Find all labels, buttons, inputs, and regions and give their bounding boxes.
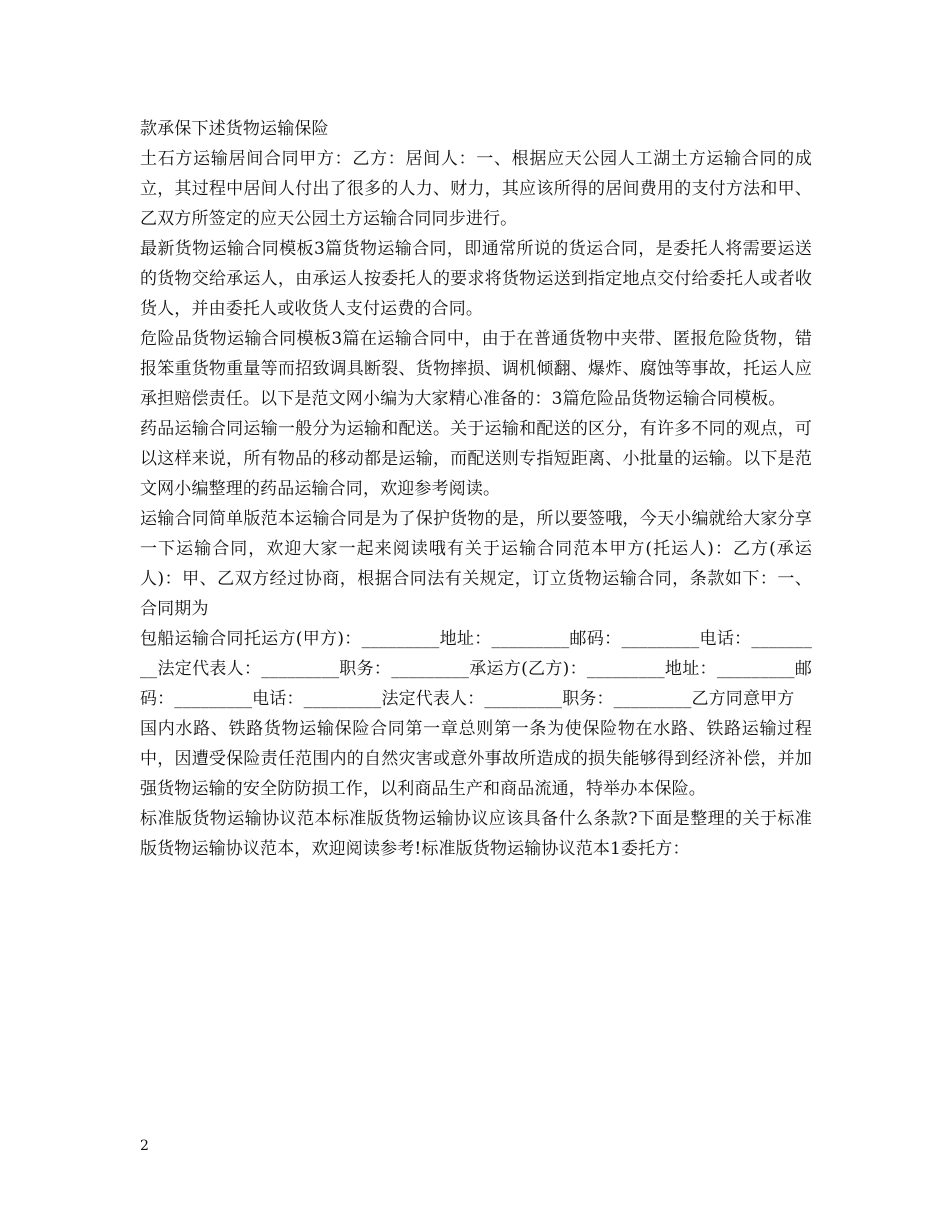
paragraph: 药品运输合同运输一般分为运输和配送。关于运输和配送的区分，有许多不同的观点，可以这样来说，所有物品的移动都是运输，而配送则专指短距离、小批量的运输。以下是范文网小编整理的药品运输合同，欢迎参考阅读。 bbox=[140, 419, 812, 499]
paragraph: 危险品货物运输合同模板3篇在运输合同中，由于在普通货物中夹带、匿报危险货物，错报笨重货物重量等而招致调具断裂、货物摔损、调机倾翻、爆炸、腐蚀等事故，托运人应承担赔偿责任。以下是范文网小编为大家精心准备的：3篇危险品货物运输合同模板。 bbox=[140, 329, 812, 409]
paragraph: 国内水路、铁路货物运输保险合同第一章总则第一条为使保险物在水路、铁路运输过程中，因遭受保险责任范围内的自然灾害或意外事故所造成的损失能够得到经济补偿，并加强货物运输的安全防防损工作，以利商品生产和商品流通，特举办本保险。 bbox=[140, 719, 812, 799]
paragraph: 款承保下述货物运输保险 bbox=[140, 119, 329, 139]
document-body bbox=[140, 114, 812, 864]
paragraph: 标准版货物运输协议范本标准版货物运输协议应该具备什么条款?下面是整理的关于标准版货物运输协议范本，欢迎阅读参考!标准版货物运输协议范本1委托方： bbox=[140, 809, 812, 859]
paragraph: 最新货物运输合同模板3篇货物运输合同，即通常所说的货运合同，是委托人将需要运送的货物交给承运人，由承运人按委托人的要求将货物运送到指定地点交付给委托人或者收货人，并由委托人或收货人支付运费的合同。 bbox=[140, 239, 812, 319]
paragraph: 土石方运输居间合同甲方：乙方：居间人：一、根据应天公园人工湖土方运输合同的成立，其过程中居间人付出了很多的人力、财力，其应该所得的居间费用的支付方法和甲、乙双方所签定的应天公园土方运输合同同步进行。 bbox=[140, 149, 812, 229]
paragraph: 包船运输合同托运方(甲方)：_________地址：_________邮码：_________电话：_________法定代表人：_________职务：_________承运方(乙方)：_________地址：_________邮码：_________电话：_________法定代表人：_________职务：_________乙方同意甲方 bbox=[140, 629, 812, 709]
page-number: 2 bbox=[140, 1138, 149, 1154]
paragraph: 运输合同简单版范本运输合同是为了保护货物的是，所以要签哦，今天小编就给大家分享一下运输合同，欢迎大家一起来阅读哦有关于运输合同范本甲方(托运人)：乙方(承运人)：甲、乙双方经过协商，根据合同法有关规定，订立货物运输合同，条款如下：一、合同期为 bbox=[140, 509, 812, 619]
